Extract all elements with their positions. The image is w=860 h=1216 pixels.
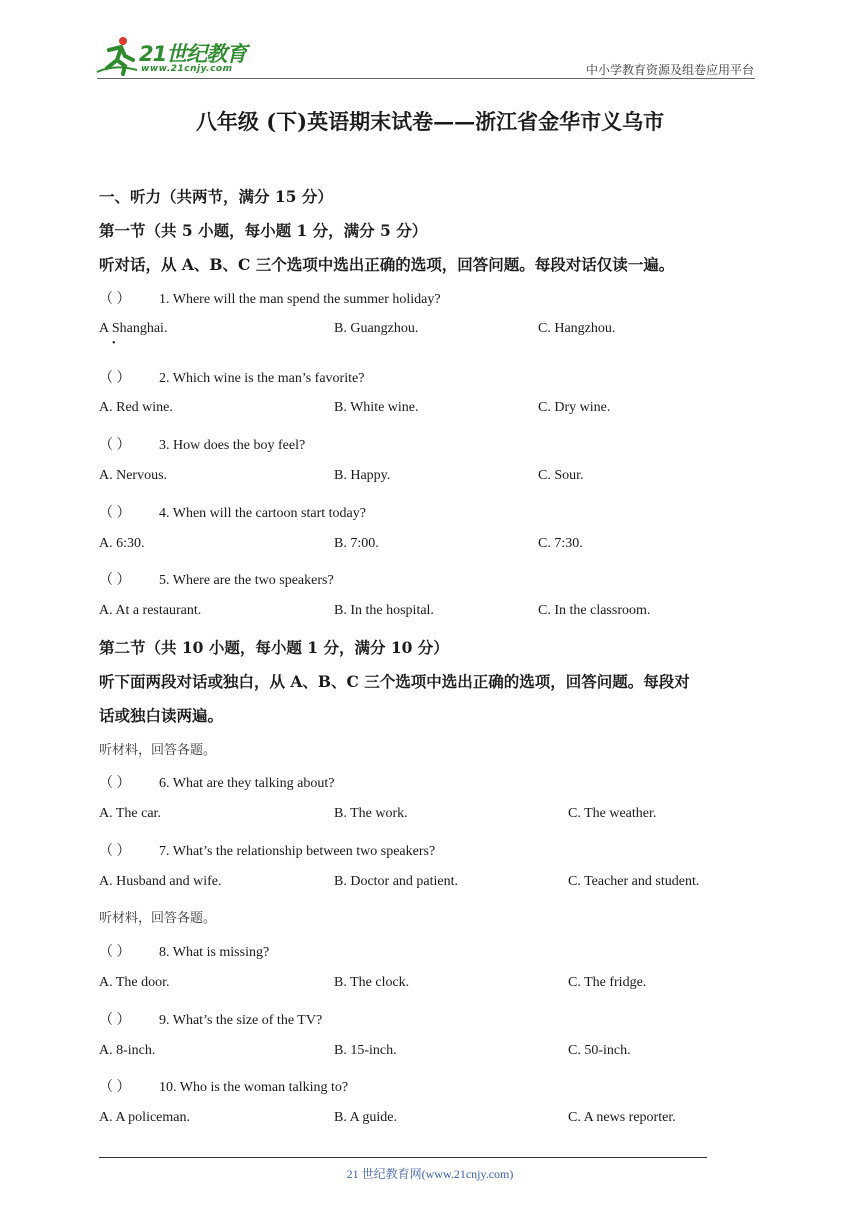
option-c: C. The weather. <box>568 806 657 821</box>
question-6 <box>99 772 334 792</box>
question-text: 7. What’s the relationship between two speakers? <box>159 844 436 859</box>
option-c: C. Teacher and student. <box>568 874 700 889</box>
question-2 <box>99 367 364 387</box>
section-heading: 一、听力（共两节，满分 15 分） <box>99 187 333 206</box>
option-b: B. Happy. <box>334 468 391 483</box>
option-c: C. 50-inch. <box>568 1043 631 1058</box>
answer-blank[interactable]: （ ） <box>99 292 131 307</box>
option-c: C. Dry wine. <box>538 400 611 415</box>
question-9 <box>99 1009 322 1029</box>
answer-blank[interactable]: （ ） <box>99 844 131 859</box>
answer-blank[interactable]: （ ） <box>99 1013 131 1028</box>
option-b: B. A guide. <box>334 1110 398 1125</box>
footer-divider <box>99 1157 707 1158</box>
question-text: 10. Who is the woman talking to? <box>159 1080 349 1095</box>
answer-blank[interactable]: （ ） <box>99 776 131 791</box>
question-7 <box>99 840 435 860</box>
option-b: B. Guangzhou. <box>334 321 419 336</box>
option-c: C. A news reporter. <box>568 1110 676 1125</box>
answer-blank[interactable]: （ ） <box>99 573 131 588</box>
option-a: A. 8-inch. <box>99 1043 156 1058</box>
dot-mark: • <box>112 338 116 349</box>
logo-url: www.21cnjy.com <box>141 64 233 74</box>
part1-instruction: 听对话，从 A、B、C 三个选项中选出正确的选项，回答问题。每段对话仅读一遍。 <box>99 255 675 274</box>
answer-blank[interactable]: （ ） <box>99 371 131 386</box>
site-logo <box>95 34 265 78</box>
option-b: B. The clock. <box>334 975 410 990</box>
part2-heading: 第二节（共 10 小题，每小题 1 分，满分 10 分） <box>99 638 449 657</box>
option-a: A Shanghai. <box>99 321 168 336</box>
question-text: 5. Where are the two speakers? <box>159 573 334 588</box>
question-text: 8. What is missing? <box>159 945 270 960</box>
option-a: A. The door. <box>99 975 170 990</box>
page-header <box>0 0 860 80</box>
option-c: C. The fridge. <box>568 975 647 990</box>
question-5 <box>99 569 334 589</box>
option-a: A. Husband and wife. <box>99 874 222 889</box>
option-a: A. Nervous. <box>99 468 168 483</box>
option-a: A. At a restaurant. <box>99 603 202 618</box>
question-text: 1. Where will the man spend the summer holiday? <box>159 292 441 307</box>
question-3 <box>99 434 305 454</box>
option-a: A. 6:30. <box>99 536 145 551</box>
question-text: 9. What’s the size of the TV? <box>159 1013 323 1028</box>
runner-icon <box>95 34 139 78</box>
footer-link[interactable]: 21 世纪教育网(www.21cnjy.com) <box>346 1167 514 1181</box>
option-a: A. A policeman. <box>99 1110 190 1125</box>
question-text: 4. When will the cartoon start today? <box>159 506 366 521</box>
part2-instruction-cont: 话或独白读两遍。 <box>99 706 224 725</box>
page-title: 八年级 (下)英语期末试卷——浙江省金华市义乌市 <box>195 109 665 134</box>
question-1 <box>99 288 441 308</box>
question-8 <box>99 941 269 961</box>
logo-text: 21世纪教育 <box>139 42 247 66</box>
option-a: A. Red wine. <box>99 400 173 415</box>
part1-heading: 第一节（共 5 小题，每小题 1 分，满分 5 分） <box>99 221 428 240</box>
option-c: C. Sour. <box>538 468 584 483</box>
question-4 <box>99 502 366 522</box>
option-c: C. In the classroom. <box>538 603 651 618</box>
option-c: C. 7:30. <box>538 536 583 551</box>
option-b: B. White wine. <box>334 400 419 415</box>
question-10 <box>99 1076 348 1096</box>
question-text: 2. Which wine is the man’s favorite? <box>159 371 365 386</box>
option-b: B. Doctor and patient. <box>334 874 459 889</box>
header-divider <box>97 78 755 79</box>
option-a: A. The car. <box>99 806 161 821</box>
question-text: 3. How does the boy feel? <box>159 438 306 453</box>
part2-instruction: 听下面两段对话或独白，从 A、B、C 三个选项中选出正确的选项，回答问题。每段对 <box>99 672 690 691</box>
option-b: B. 7:00. <box>334 536 379 551</box>
answer-blank[interactable]: （ ） <box>99 506 131 521</box>
option-b: B. In the hospital. <box>334 603 434 618</box>
answer-blank[interactable]: （ ） <box>99 1080 131 1095</box>
option-c: C. Hangzhou. <box>538 321 616 336</box>
answer-blank[interactable]: （ ） <box>99 945 131 960</box>
material-label: 听材料，回答各题。 <box>99 911 217 926</box>
option-b: B. 15-inch. <box>334 1043 397 1058</box>
question-text: 6. What are they talking about? <box>159 776 335 791</box>
material-label: 听材料，回答各题。 <box>99 743 217 758</box>
option-b: B. The work. <box>334 806 408 821</box>
site-name: 中小学教育资源及组卷应用平台 <box>585 63 754 77</box>
answer-blank[interactable]: （ ） <box>99 438 131 453</box>
